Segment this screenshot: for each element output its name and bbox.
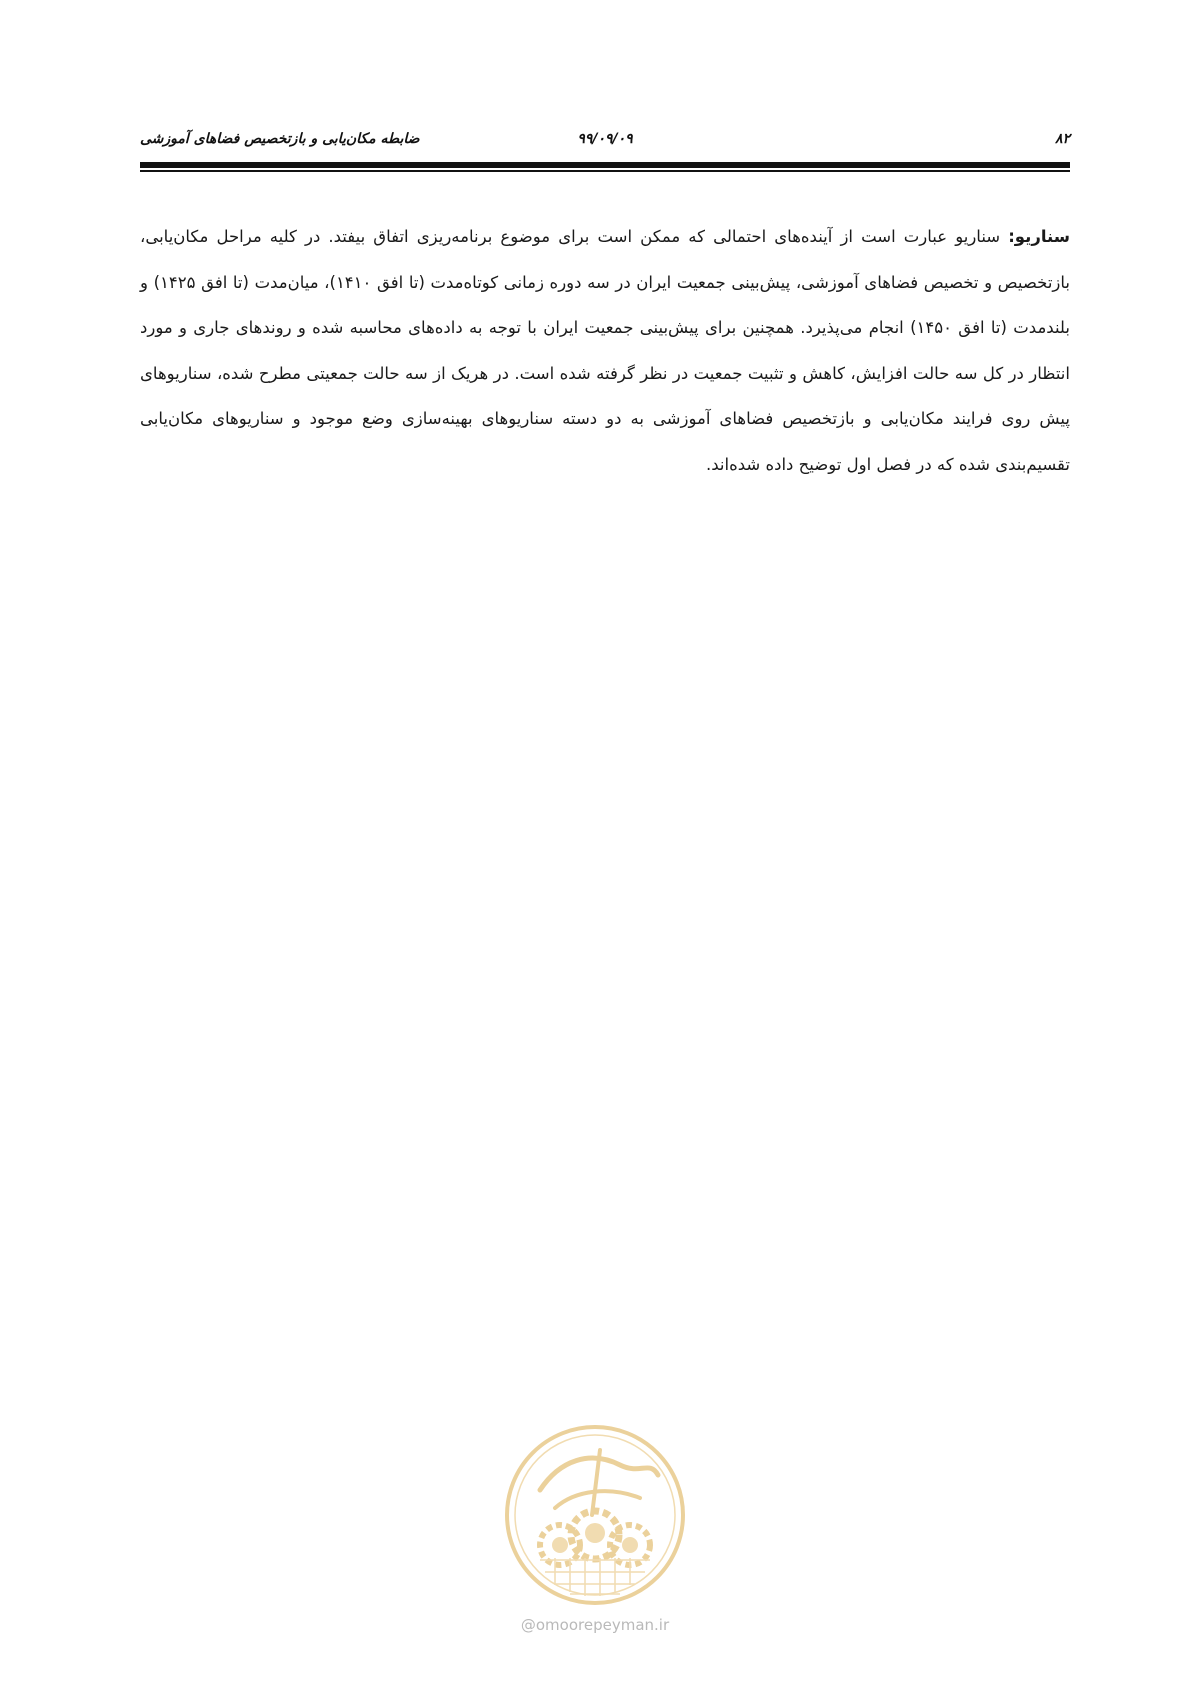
header-rule-thick: [140, 162, 1070, 168]
term-label: سناریو:: [1008, 227, 1070, 246]
header-rule-thin: [140, 170, 1070, 172]
watermark-text: @omoorepeyman.ir: [520, 1616, 670, 1634]
page-number: ۸۲: [1054, 131, 1070, 147]
paragraph-text: سناریو عبارت است از آینده‌های احتمالی که ممکن است برای موضوع برنامه‌ریزی اتفاق بیفتد. در کلیه مراحل مکان‌یابی، بازتخصیص و تخصیص فضاهای آموزشی، پیش‌بینی جمعیت ایران در سه دوره زمانی کوتاه‌مدت (تا افق ۱۴۱۰)، میان‌مدت (تا افق ۱۴۲۵) و بلندمدت (تا افق ۱۴۵۰) انجام می‌پذیرد. همچنین برای پیش‌بینی جمعیت ایران با توجه به داده‌های محاسبه شده و روندهای جاری و مورد انتظار در کل سه حالت افزایش، کاهش و تثبیت جمعیت در نظر گرفته شده است. در هریک از سه حالت جمعیتی مطرح شده، سناریوهای پیش روی فرایند مکان‌یابی و بازتخصیص فضاهای آموزشی به دو دسته سناریوهای بهینه‌سازی وضع موجود و سناریوهای مکان‌یابی تقسیم‌بندی شده که در فصل اول توضیح داده شده‌اند.: [140, 227, 1071, 474]
body-paragraph: [140, 214, 1070, 487]
omoore-peyman-seal-icon: [500, 1420, 690, 1610]
header-title: ضابطه مکان‌یابی و بازتخصیص فضاهای آموزشی: [140, 131, 420, 147]
header-date: ۹۹/۰۹/۰۹: [577, 131, 633, 147]
page-header: [140, 126, 1070, 152]
